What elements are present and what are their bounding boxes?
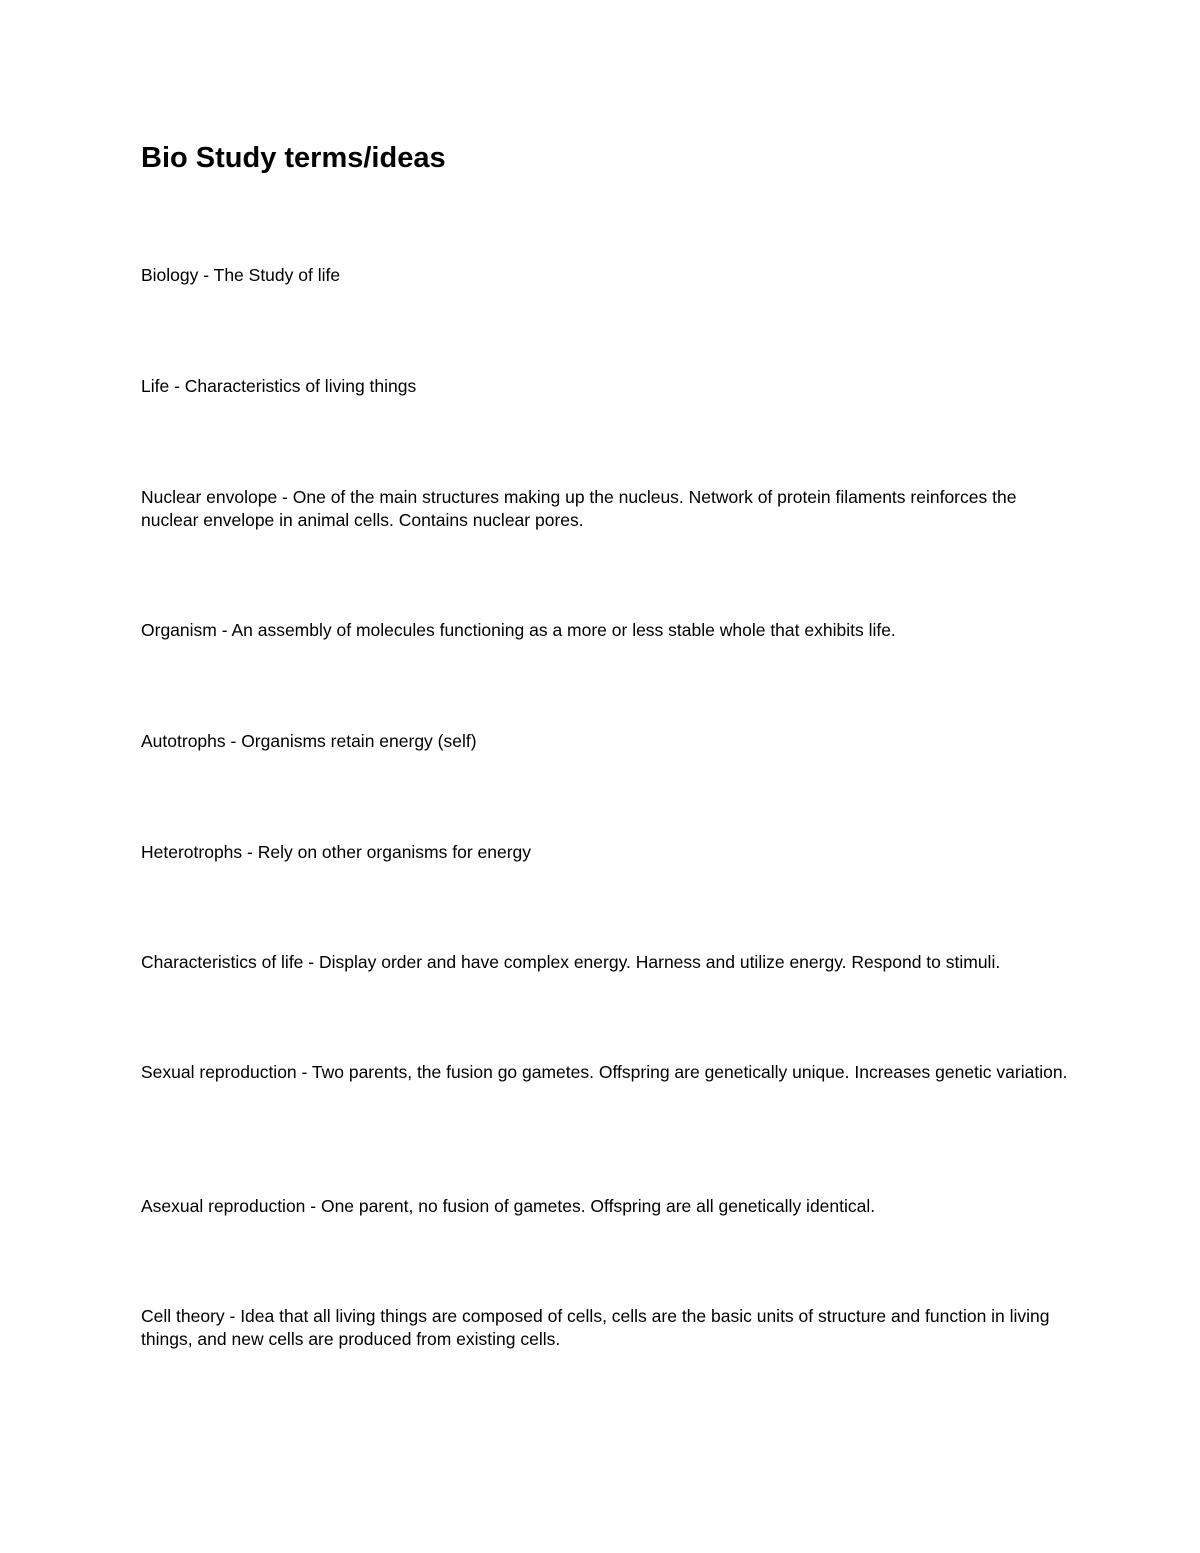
term-entry-characteristics-of-life: Characteristics of life - Display order and have complex energy. Harness and utilize energy. Respond to stimuli. [141,952,1001,972]
term-entry-nuclear-envelope: Nuclear envolope - One of the main structures making up the nucleus. Network of protein filaments reinforces the nuclear envelope in animal cells. Contains nuclear pores. [141,487,1017,530]
term-entry-cell-theory: Cell theory - Idea that all living things are composed of cells, cells are the basic units of structure and function in living things, and new cells are produced from existing cells. [141,1306,1050,1349]
term-entry-organism: Organism - An assembly of molecules functioning as a more or less stable whole that exhibits life. [141,620,896,640]
term-entry-sexual-reproduction: Sexual reproduction - Two parents, the fusion go gametes. Offspring are genetically unique. Increases genetic variation. [141,1062,1068,1082]
term-entry-autotrophs: Autotrophs - Organisms retain energy (self) [141,731,477,751]
term-entry-biology: Biology - The Study of life [141,265,341,285]
term-entry-heterotrophs: Heterotrophs - Rely on other organisms for energy [141,842,532,862]
term-entry-asexual-reproduction: Asexual reproduction - One parent, no fusion of gametes. Offspring are all genetically identical. [141,1196,876,1216]
term-entry-life: Life - Characteristics of living things [141,376,417,396]
document-title: Bio Study terms/ideas [141,142,446,174]
